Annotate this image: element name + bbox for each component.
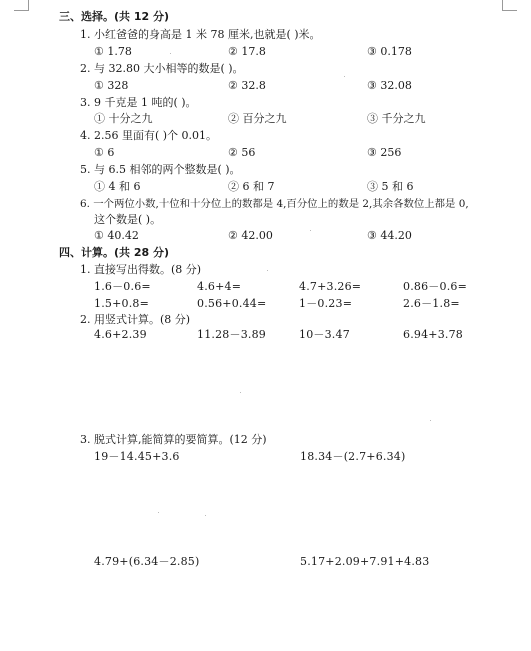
q1-option-3: ③ 0.178 [367,45,412,58]
question-1: 1. 小红爸爸的身高是 1 米 78 厘米,也就是( )米。 [80,28,321,41]
question-2: 2. 与 32.80 大小相等的数是( )。 [80,62,244,75]
crop-mark-top-right [502,0,517,11]
vertical-calc-2: 11.28－3.89 [197,328,266,341]
stepwise-calc-2: 18.34－(2.7+6.34) [300,450,406,463]
oral-calc-4: 0.86－0.6= [403,280,468,293]
stepwise-calc-4: 5.17+2.09+7.91+4.83 [300,555,430,568]
q5-option-1: ① 4 和 6 [94,180,141,193]
section-3-title: 三、选择。(共 12 分) [59,10,170,23]
vertical-calc-1: 4.6+2.39 [94,328,147,341]
q3-option-2: ② 百分之九 [228,112,287,125]
question-5: 5. 与 6.5 相邻的两个整数是( )。 [80,163,241,176]
q3-option-3: ③ 千分之九 [367,112,426,125]
oral-calc-7: 1－0.23= [299,297,353,310]
q3-option-1: ① 十分之九 [94,112,153,125]
crop-mark-top-left [14,0,29,11]
q4-option-1: ① 6 [94,146,115,159]
scan-speck [430,420,431,421]
q4-option-3: ③ 256 [367,146,402,159]
part-2-title: 2. 用竖式计算。(8 分) [80,313,191,326]
oral-calc-6: 0.56+0.44= [197,297,267,310]
q2-option-2: ② 32.8 [228,79,266,92]
scan-speck [170,53,171,54]
question-6-continued: 这个数是( )。 [94,213,162,226]
scan-speck [267,270,268,271]
scan-speck [310,230,311,231]
q2-option-1: ① 328 [94,79,129,92]
q6-option-1: ① 40.42 [94,229,139,242]
oral-calc-5: 1.5+0.8= [94,297,150,310]
scan-speck [344,76,345,77]
scan-speck [158,512,159,513]
q1-option-2: ② 17.8 [228,45,266,58]
vertical-calc-4: 6.94+3.78 [403,328,464,341]
vertical-calc-3: 10－3.47 [299,328,350,341]
stepwise-calc-1: 19－14.45+3.6 [94,450,180,463]
part-1-title: 1. 直接写出得数。(8 分) [80,263,202,276]
q5-option-3: ③ 5 和 6 [367,180,414,193]
oral-calc-8: 2.6－1.8= [403,297,460,310]
question-3: 3. 9 千克是 1 吨的( )。 [80,96,197,109]
q5-option-2: ② 6 和 7 [228,180,275,193]
q4-option-2: ② 56 [228,146,256,159]
q6-option-2: ② 42.00 [228,229,273,242]
oral-calc-3: 4.7+3.26= [299,280,362,293]
oral-calc-1: 1.6－0.6= [94,280,151,293]
q2-option-3: ③ 32.08 [367,79,412,92]
question-6: 6. 一个两位小数,十位和十分位上的数都是 4,百分位上的数是 2,其余各数位上都是 0, [80,198,469,210]
scan-speck [205,515,206,516]
oral-calc-2: 4.6+4= [197,280,242,293]
q6-option-3: ③ 44.20 [367,229,412,242]
section-4-title: 四、计算。(共 28 分) [59,246,170,259]
question-4: 4. 2.56 里面有( )个 0.01。 [80,129,218,142]
q1-option-1: ① 1.78 [94,45,132,58]
scan-speck [240,392,241,393]
part-3-title: 3. 脱式计算,能简算的要简算。(12 分) [80,433,267,446]
stepwise-calc-3: 4.79+(6.34－2.85) [94,555,200,568]
